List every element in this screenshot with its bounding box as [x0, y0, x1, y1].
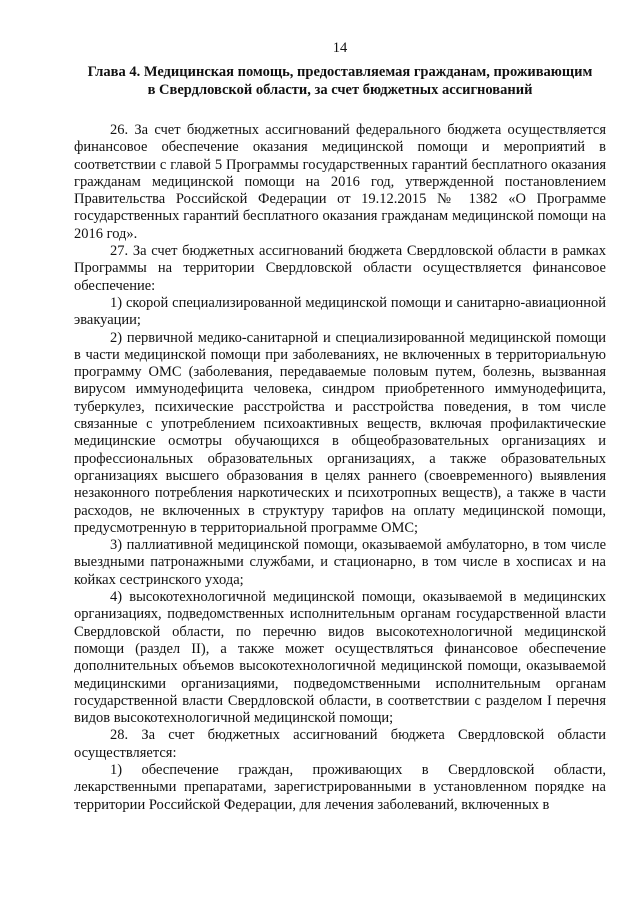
paragraph-27: 27. За счет бюджетных ассигнований бюджета Свердловской области в рамках Программы на территории Свердловской области осуществляется финансовое обеспечение:: [74, 243, 606, 294]
list-item-28-1: 1) обеспечение граждан, проживающих в Свердловской области, лекарственными препаратами, зарегистрированными в установленном порядке на территории Российской Федерации, для лечения заболеваний, включенных в: [74, 761, 606, 813]
body-text: [74, 122, 606, 814]
page-number: 14: [332, 40, 348, 56]
list-item-27-3: 3) паллиативной медицинской помощи, оказываемой амбулаторно, в том числе выездными патронажными службами, и стационарно, в том числе в хосписах и на койках сестринского ухода;: [74, 537, 606, 588]
paragraph-26: 26. За счет бюджетных ассигнований федерального бюджета осуществляется финансовое обеспечение оказания медицинской помощи и мероприятий в соответствии с главой 5 Программы государственных гарантий бесплатного оказания гражданам медицинской помощи на 2016 год, утвержденной постановлением Правительства Российской Федерации от 19.12.2015 № 1382 «О Программе государственных гарантий бесплатного оказания гражданам медицинской помощи на 2016 год».: [74, 122, 606, 242]
list-item-27-2: 2) первичной медико-санитарной и специализированной медицинской помощи в части медицинской помощи при заболеваниях, не включенных в территориальную программу ОМС (заболевания, передаваемые половым путем, болезнь, вызванная вирусом иммунодефицита человека, синдром приобретенного иммунодефицита, туберкулез, психические расстройства и расстройства поведения, в том числе связанные с употреблением психоактивных веществ, включая профилактические медицинские осмотры обучающихся в общеобразовательных организациях и профессиональных образовательных организациях, а также образовательных организациях высшего образования в целях раннего (своевременного) выявления незаконного потребления наркотических и психотропных веществ), а также в части расходов, не включенных в структуру тарифов на оплату медицинской помощи, предусмотренную в территориальной программе ОМС;: [74, 329, 606, 536]
chapter-title-line-2: в Свердловской области, за счет бюджетных ассигнований: [147, 82, 533, 98]
chapter-title: [74, 63, 606, 99]
list-item-27-1: 1) скорой специализированной медицинской помощи и санитарно-авиационной эвакуации;: [74, 294, 606, 329]
chapter-title-line-1: Глава 4. Медицинская помощь, предоставляемая гражданам, проживающим: [87, 64, 593, 80]
paragraph-28: 28. За счет бюджетных ассигнований бюджета Свердловской области осуществляется:: [74, 727, 606, 761]
list-item-27-4: 4) высокотехнологичной медицинской помощи, оказываемой в медицинских организациях, подведомственных исполнительным органам государственной власти Свердловской области, по перечню видов высокотехнологичной медицинской помощи (раздел II), а также может осуществляться финансовое обеспечение дополнительных объемов высокотехнологичной медицинской помощи, оказываемой медицинскими организациями, подведомственными исполнительным органам государственной власти Свердловской области, в соответствии с разделом I перечня видов высокотехнологичной медицинской помощи;: [74, 589, 606, 727]
